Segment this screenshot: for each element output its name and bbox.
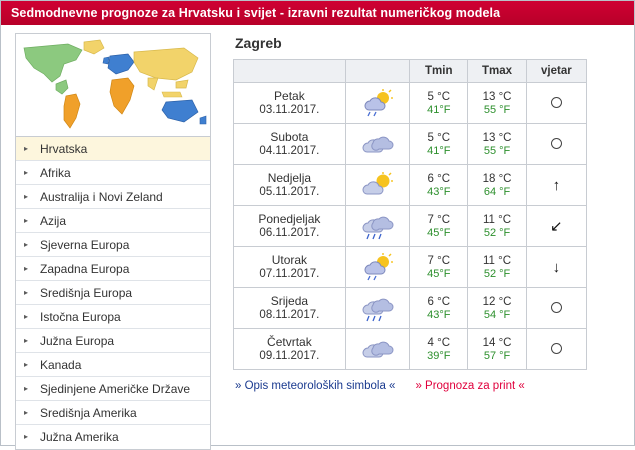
day-date: 08.11.2017. (259, 309, 320, 321)
chevron-right-icon: ▸ (24, 383, 29, 393)
tmax-celsius: 14 °C (482, 336, 512, 349)
weather-icon-cell (345, 206, 409, 247)
tmax-fahrenheit: 55 °F (483, 103, 511, 116)
tmin-cell (410, 247, 468, 288)
day-cell (234, 124, 346, 165)
table-row (234, 288, 587, 329)
weather-icon-cell (345, 329, 409, 370)
table-row (234, 124, 587, 165)
world-map-icon (16, 34, 210, 134)
weather-icon-cell (345, 83, 409, 124)
chevron-right-icon: ▸ (24, 167, 29, 177)
column-header-wind: vjetar (526, 60, 586, 83)
chevron-right-icon: ▸ (24, 432, 29, 441)
tmax-celsius: 13 °C (482, 131, 512, 144)
tmax-fahrenheit: 57 °F (483, 349, 511, 362)
sidebar-item-sredisnja-europa[interactable] (16, 281, 210, 305)
tmax-celsius: 12 °C (482, 295, 512, 308)
day-name: Srijeda (270, 294, 309, 308)
tmin-celsius: 5 °C (427, 90, 451, 103)
tmax-fahrenheit: 55 °F (483, 144, 511, 157)
wind-calm-icon (551, 138, 562, 149)
tmax-fahrenheit: 64 °F (483, 185, 511, 198)
wind-cell (526, 83, 586, 124)
tmin-cell (410, 206, 468, 247)
chevron-right-icon: ▸ (24, 239, 29, 249)
wind-arrow-south-icon: ↓ (552, 259, 561, 276)
sidebar-item-label: Kanada (40, 357, 82, 372)
wind-arrow-southwest-icon: ↙ (550, 218, 563, 235)
tmax-cell (468, 206, 526, 247)
column-header-day (234, 60, 346, 83)
tmin-cell (410, 329, 468, 370)
sidebar-item-hrvatska[interactable] (16, 137, 210, 161)
table-row (234, 206, 587, 247)
cloudy-icon (357, 335, 397, 363)
wind-arrow-north-icon: ↑ (552, 177, 561, 194)
footer-links (235, 380, 589, 392)
wind-cell (526, 329, 586, 370)
day-name: Četvrtak (267, 335, 312, 349)
sidebar-item-label: Afrika (40, 165, 71, 180)
tmin-cell (410, 288, 468, 329)
forecast-panel (233, 33, 634, 392)
tmin-cell (410, 83, 468, 124)
weather-icon-cell (345, 124, 409, 165)
wind-cell (526, 124, 586, 165)
column-header-tmax: Tmax (468, 60, 526, 83)
sidebar-item-label: Središnja Amerika (40, 405, 137, 420)
sidebar-item-label: Južna Europa (40, 333, 115, 348)
day-name: Subota (270, 130, 309, 144)
window-title: Sedmodnevne prognoze za Hrvatsku i svijet - izravni rezultat numeričkog modela (11, 6, 501, 20)
day-cell (234, 247, 346, 288)
symbols-description-link[interactable]: » Opis meteoroloških simbola « (235, 380, 396, 392)
tmax-celsius: 11 °C (483, 213, 512, 226)
sidebar-item-label: Zapadna Europa (40, 261, 130, 276)
tmin-celsius: 7 °C (427, 254, 451, 267)
tmin-fahrenheit: 41°F (427, 103, 451, 116)
day-date: 04.11.2017. (259, 145, 320, 157)
sidebar-item-juzna-amerika[interactable] (16, 425, 210, 449)
sidebar-item-label: Azija (40, 213, 67, 228)
tmax-fahrenheit: 52 °F (483, 226, 511, 239)
tmin-fahrenheit: 41°F (427, 144, 451, 157)
sidebar-item-label: Središnja Europa (40, 285, 133, 300)
sidebar-item-istocna-europa[interactable] (16, 305, 210, 329)
tmin-fahrenheit: 43°F (427, 185, 451, 198)
wind-calm-icon (551, 302, 562, 313)
tmax-cell (468, 165, 526, 206)
chevron-right-icon: ▸ (24, 263, 29, 273)
tmax-cell (468, 83, 526, 124)
sidebar-item-label: Sjeverna Europa (40, 237, 130, 252)
day-cell (234, 288, 346, 329)
table-row (234, 247, 587, 288)
day-name: Ponedjeljak (258, 212, 321, 226)
day-date: 09.11.2017. (259, 350, 320, 362)
forecast-table (233, 59, 587, 370)
chevron-right-icon: ▸ (24, 311, 29, 321)
day-cell (234, 83, 346, 124)
tmax-cell (468, 124, 526, 165)
tmin-celsius: 6 °C (427, 172, 451, 185)
tmax-fahrenheit: 54 °F (483, 308, 511, 321)
day-date: 05.11.2017. (259, 186, 320, 198)
chevron-right-icon: ▸ (24, 359, 29, 369)
weather-icon-cell (345, 288, 409, 329)
print-forecast-link[interactable]: » Prognoza za print « (415, 380, 525, 392)
wind-calm-icon (551, 97, 562, 108)
sun-behind-cloud-icon (357, 171, 397, 199)
wind-cell (526, 206, 586, 247)
sidebar-item-sjeverna-europa[interactable] (16, 233, 210, 257)
tmin-celsius: 7 °C (427, 213, 451, 226)
wind-cell (526, 165, 586, 206)
tmin-fahrenheit: 45°F (427, 267, 451, 280)
day-date: 07.11.2017. (259, 268, 320, 280)
sidebar-item-kanada[interactable] (16, 353, 210, 377)
sidebar-item-label: Australija i Novi Zeland (40, 189, 163, 204)
region-nav-list (15, 137, 211, 450)
tmin-fahrenheit: 43°F (427, 308, 451, 321)
world-map-panel[interactable] (15, 33, 211, 137)
sidebar (15, 33, 211, 450)
sun-behind-cloud-rain-icon (357, 253, 397, 281)
cloud-rain-icon (357, 294, 397, 322)
table-row (234, 329, 587, 370)
column-header-tmin: Tmin (410, 60, 468, 83)
chevron-right-icon: ▸ (24, 191, 29, 201)
wind-cell (526, 288, 586, 329)
page-title: Zagreb (235, 35, 282, 51)
tmin-fahrenheit: 39°F (427, 349, 451, 362)
day-date: 06.11.2017. (259, 227, 320, 239)
day-cell (234, 165, 346, 206)
sidebar-item-sjedinjene-americke-drzave[interactable] (16, 377, 210, 401)
page-content (1, 25, 634, 450)
sidebar-item-label: Istočna Europa (40, 309, 121, 324)
tmax-celsius: 11 °C (483, 254, 512, 267)
table-row (234, 83, 587, 124)
tmax-celsius: 18 °C (482, 172, 512, 185)
sidebar-item-label: Sjedinjene Američke Države (40, 381, 191, 396)
chevron-right-icon: ▸ (24, 287, 29, 297)
cloudy-icon (357, 130, 397, 158)
window-titlebar (1, 1, 634, 25)
tmin-fahrenheit: 45°F (427, 226, 451, 239)
sidebar-item-azija[interactable] (16, 209, 210, 233)
column-header-icon (345, 60, 409, 83)
chevron-right-icon: ▸ (24, 335, 29, 345)
tmin-celsius: 5 °C (427, 131, 451, 144)
chevron-right-icon: ▸ (24, 215, 29, 225)
chevron-right-icon: ▸ (24, 143, 29, 153)
tmin-celsius: 6 °C (427, 295, 451, 308)
sidebar-item-afrika[interactable] (16, 161, 210, 185)
tmax-cell (468, 288, 526, 329)
weather-icon-cell (345, 165, 409, 206)
wind-calm-icon (551, 343, 562, 354)
day-date: 03.11.2017. (259, 104, 320, 116)
table-row (234, 165, 587, 206)
table-header-row (234, 60, 587, 83)
day-name: Petak (274, 89, 305, 103)
sidebar-item-label: Hrvatska (40, 141, 88, 156)
cloud-rain-icon (357, 212, 397, 240)
sun-behind-cloud-rain-icon (357, 89, 397, 117)
sidebar-item-australija-i-novi-zeland[interactable] (16, 185, 210, 209)
sidebar-item-sredisnja-amerika[interactable] (16, 401, 210, 425)
chevron-right-icon: ▸ (24, 407, 29, 417)
tmin-cell (410, 124, 468, 165)
tmin-celsius: 4 °C (427, 336, 451, 349)
tmax-fahrenheit: 52 °F (483, 267, 511, 280)
day-cell (234, 206, 346, 247)
wind-cell (526, 247, 586, 288)
tmax-cell (468, 329, 526, 370)
sidebar-item-juzna-europa[interactable] (16, 329, 210, 353)
day-name: Nedjelja (267, 171, 312, 185)
day-cell (234, 329, 346, 370)
tmax-cell (468, 247, 526, 288)
day-name: Utorak (271, 253, 308, 267)
weather-icon-cell (345, 247, 409, 288)
sidebar-item-label: Južna Amerika (40, 430, 119, 444)
tmin-cell (410, 165, 468, 206)
tmax-celsius: 13 °C (482, 90, 512, 103)
sidebar-item-zapadna-europa[interactable] (16, 257, 210, 281)
